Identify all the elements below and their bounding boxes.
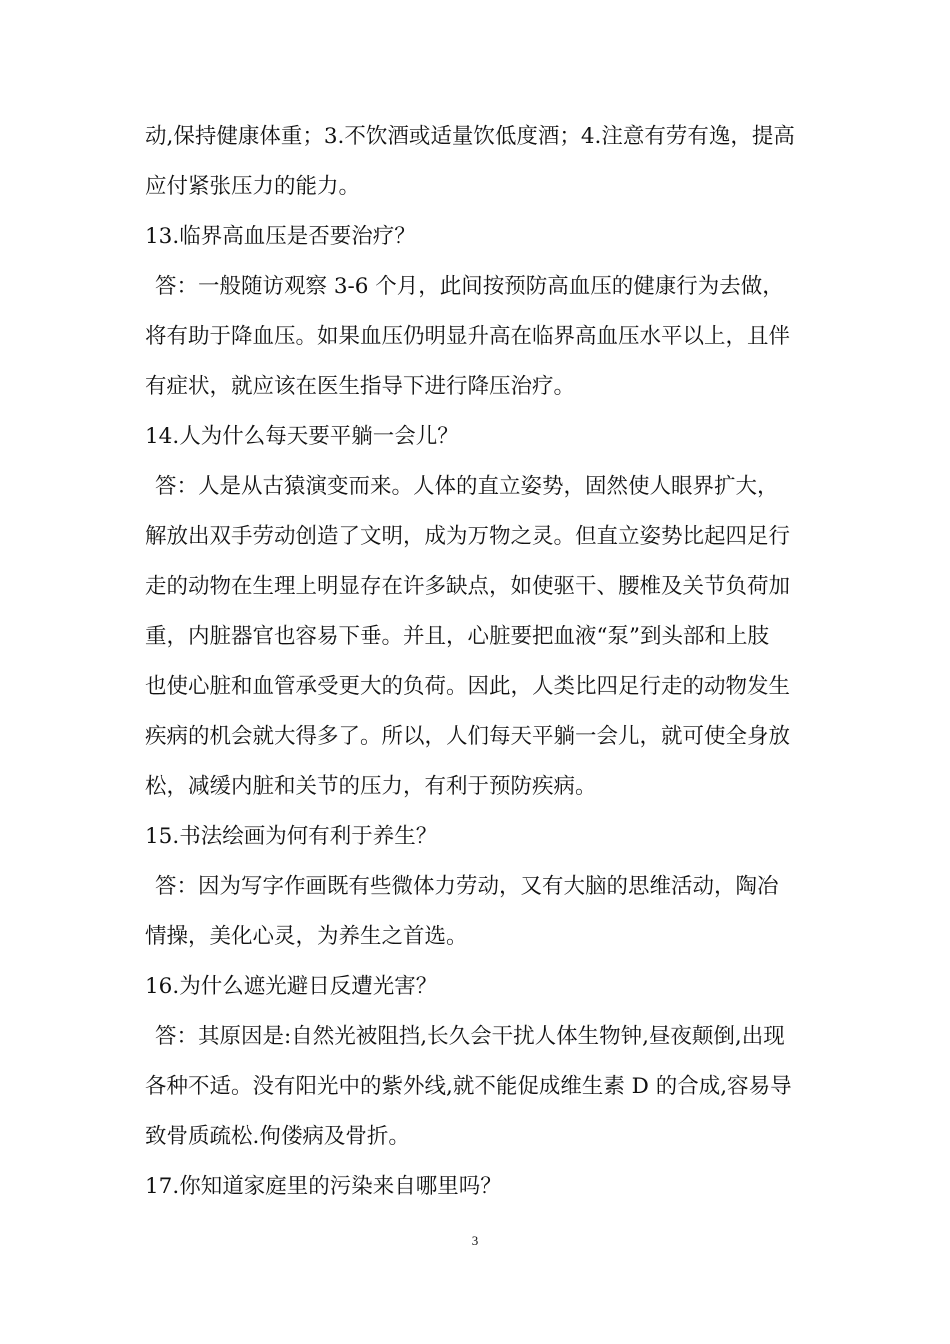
text-line: 有症状，就应该在医生指导下进行降压治疗。 — [145, 374, 576, 399]
text-line: 致骨质疏松.佝偻病及骨折。 — [145, 1124, 410, 1149]
question-heading: 15.书法绘画为何有利于养生？ — [145, 824, 438, 849]
question-heading: 16.为什么遮光避日反遭光害？ — [145, 974, 438, 999]
page-body — [145, 112, 810, 1212]
text-line: 重，内脏器官也容易下垂。并且，心脏要把血液“泵”到头部和上肢 — [145, 624, 769, 649]
question-heading: 13.临界高血压是否要治疗？ — [145, 224, 416, 249]
question-heading: 14.人为什么每天要平躺一会儿？ — [145, 424, 459, 449]
question-heading: 17.你知道家庭里的污染来自哪里吗？ — [145, 1174, 502, 1199]
text-line: 松，减缓内脏和关节的压力，有利于预防疾病。 — [145, 774, 597, 799]
answer-line: 答：人是从古猿演变而来。人体的直立姿势，固然使人眼界扩大， — [155, 474, 779, 499]
text-line: 将有助于降血压。如果血压仍明显升高在临界高血压水平以上，且伴 — [145, 324, 791, 349]
text-line: 解放出双手劳动创造了文明，成为万物之灵。但直立姿势比起四足行 — [145, 524, 791, 549]
text-line: 各种不适。没有阳光中的紫外线,就不能促成维生素 D 的合成,容易导 — [145, 1074, 792, 1099]
answer-line: 答：一般随访观察 3-6 个月，此间按预防高血压的健康行为去做， — [155, 274, 784, 299]
answer-line: 答：因为写字作画既有些微体力劳动，又有大脑的思维活动，陶冶 — [155, 874, 779, 899]
text-line: 也使心脏和血管承受更大的负荷。因此，人类比四足行走的动物发生 — [145, 674, 791, 699]
page-number: 3 — [471, 1233, 479, 1248]
text-line: 动,保持健康体重；3.不饮酒或适量饮低度酒；4.注意有劳有逸，提高 — [145, 124, 795, 149]
text-line: 走的动物在生理上明显存在许多缺点，如使驱干、腰椎及关节负荷加 — [145, 574, 791, 599]
text-line: 应付紧张压力的能力。 — [145, 174, 361, 199]
text-line: 疾病的机会就大得多了。所以，人们每天平躺一会儿，就可使全身放 — [145, 724, 791, 749]
answer-line: 答：其原因是:自然光被阻挡,长久会干扰人体生物钟,昼夜颠倒,出现 — [155, 1024, 785, 1049]
text-line: 情操，美化心灵，为养生之首选。 — [145, 924, 468, 949]
